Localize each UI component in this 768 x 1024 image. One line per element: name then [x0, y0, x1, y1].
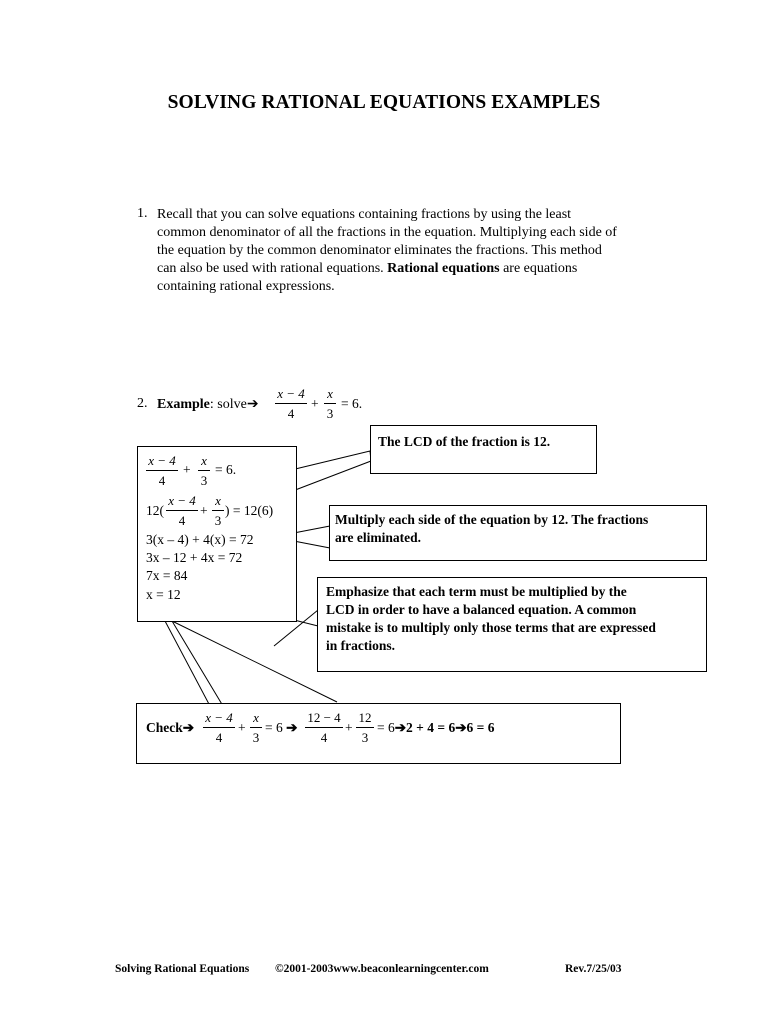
fraction-numerator: x − 4 [205, 710, 233, 725]
multiply-callout-line: are eliminated. [335, 530, 421, 545]
check-equals-1 [265, 720, 297, 736]
fraction-denominator: 4 [178, 513, 186, 528]
fraction-denominator: 3 [326, 406, 334, 421]
fraction [356, 710, 374, 745]
arrow-icon: ➔ [286, 720, 298, 735]
fraction-numerator: 12 − 4 [307, 710, 341, 725]
item-1-number: 1. [137, 206, 148, 221]
fraction-bar [305, 727, 343, 728]
fraction-denominator: 3 [214, 513, 222, 528]
plus-sign: + [183, 462, 191, 477]
fraction [198, 453, 210, 488]
emphasize-callout-line: mistake is to multiply only those terms that are expressed [326, 620, 656, 635]
multiply-callout-line: Multiply each side of the equation by 12. The fractions [335, 512, 649, 527]
fraction-denominator: 3 [200, 473, 208, 488]
item-1-line: common denominator of all the fractions in the equation. Multiplying each side of [157, 225, 617, 240]
fraction-numerator: x − 4 [277, 386, 305, 401]
work-line-3: 3(x – 4) + 4(x) = 72 [146, 532, 254, 547]
fraction-bar [212, 510, 224, 511]
fraction-bar [146, 470, 178, 471]
fraction [203, 710, 235, 745]
check-equals-1-text: = 6 [265, 720, 283, 735]
lcd-callout-text: The LCD of the fraction is 12. [378, 434, 551, 449]
item-1-line: the equation by the common denominator eliminates the fractions. This method [157, 243, 602, 258]
fraction-numerator: x [253, 710, 259, 725]
fraction [212, 493, 224, 528]
fraction-numerator: x − 4 [148, 453, 176, 468]
work-line-2-suffix: ) = 12(6) [225, 503, 274, 518]
work-line-1-equals: = 6. [215, 462, 237, 477]
multiply-callout [335, 511, 648, 547]
footer-title: Solving Rational Equations [115, 963, 250, 975]
item-1-line: containing rational expressions. [157, 279, 335, 294]
footer-copyright: ©2001-2003www.beaconlearningcenter.com [275, 963, 489, 975]
fraction [305, 710, 343, 745]
fraction-bar [356, 727, 374, 728]
arrow-icon: ➔ [182, 720, 195, 735]
item-1-line: Recall that you can solve equations containing fractions by using the least [157, 207, 572, 222]
arrow-icon: ➔ [246, 397, 259, 412]
fraction-denominator: 4 [158, 473, 166, 488]
check-tail: ➔2 + 4 = 6➔6 = 6 [394, 720, 495, 735]
equals-six: = 6. [341, 396, 363, 411]
footer-revision: Rev.7/25/03 [565, 963, 622, 975]
fraction-numerator: x [215, 493, 221, 508]
example-label: Example [157, 397, 210, 412]
check-equals-2: = 6 [377, 720, 395, 735]
fraction-bar [250, 727, 262, 728]
check-connector [165, 621, 337, 706]
solve-text: : solve [209, 397, 247, 412]
fraction-denominator: 3 [361, 730, 369, 745]
work-line-5: 7x = 84 [146, 568, 188, 583]
page-title: SOLVING RATIONAL EQUATIONS EXAMPLES [167, 92, 601, 113]
fraction-bar [203, 727, 235, 728]
fraction [250, 710, 262, 745]
fraction-numerator: 12 [358, 710, 372, 725]
fraction-bar [198, 470, 210, 471]
emphasize-callout-line: in fractions. [326, 638, 395, 653]
fraction-denominator: 4 [287, 406, 295, 421]
plus-sign: + [238, 720, 246, 735]
work-line-6: x = 12 [146, 587, 181, 602]
check-label-text: Check [146, 720, 183, 735]
fraction-denominator: 4 [215, 730, 223, 745]
fraction-bar [166, 510, 198, 511]
item-1-line-text: can also be used with rational equations. [157, 261, 384, 276]
fraction-numerator: x [201, 453, 207, 468]
fraction-denominator: 3 [252, 730, 260, 745]
item-1-after-bold: are equations [499, 261, 578, 276]
check-label [146, 720, 194, 736]
work-line-4: 3x – 12 + 4x = 72 [146, 550, 243, 565]
emphasize-callout [326, 583, 656, 655]
item-2-number: 2. [137, 396, 148, 411]
plus-sign: + [345, 720, 353, 735]
fraction-numerator: x [327, 386, 333, 401]
fraction-denominator: 4 [320, 730, 328, 745]
rational-equations-term: Rational equations [387, 261, 500, 276]
work-line-2-prefix: 12( [146, 503, 164, 518]
check-result [377, 720, 494, 736]
fraction-numerator: x − 4 [168, 493, 196, 508]
emphasize-callout-line: LCD in order to have a balanced equation. A common [326, 602, 637, 617]
plus-sign: + [200, 503, 208, 518]
fraction [166, 493, 198, 528]
plus-sign: + [311, 396, 319, 411]
fraction [146, 453, 178, 488]
emphasize-callout-line: Emphasize that each term must be multiplied by the [326, 584, 627, 599]
